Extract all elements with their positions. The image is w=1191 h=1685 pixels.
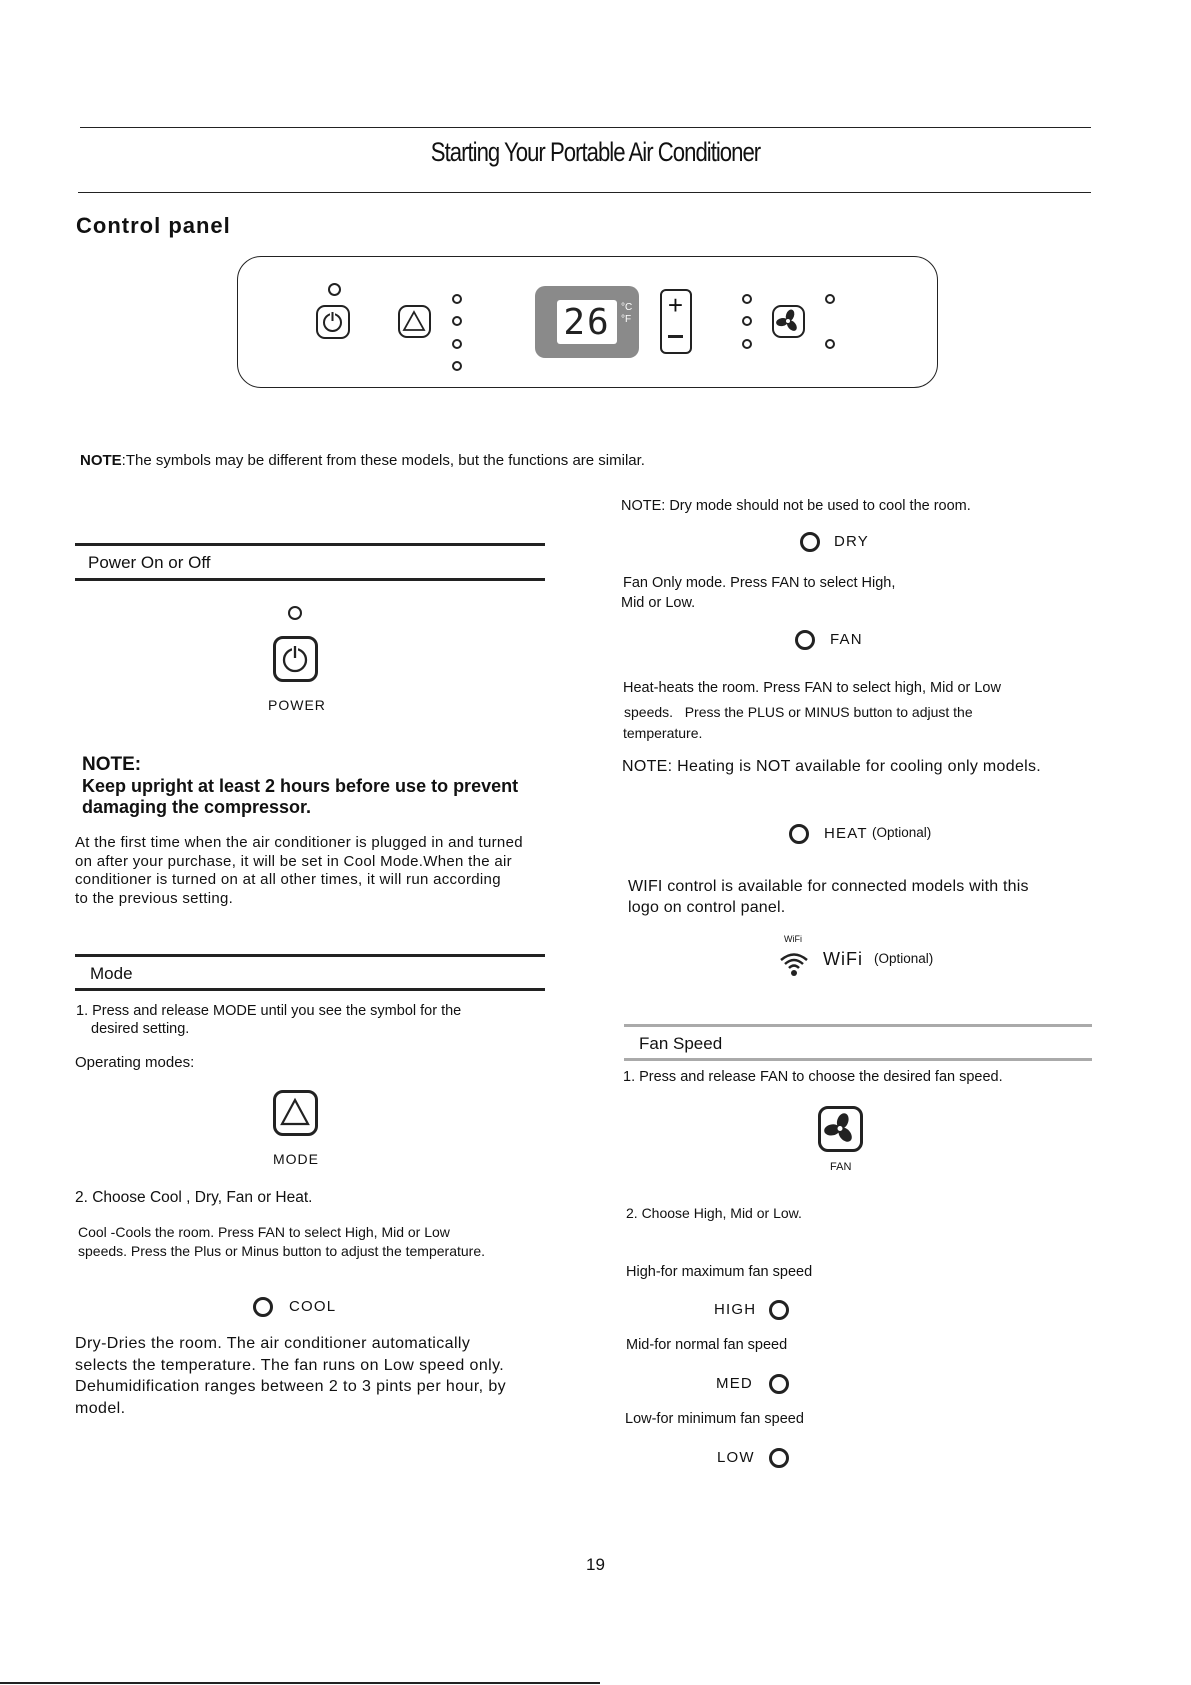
unit-fahrenheit: °F [621,314,632,325]
mode-rule-bottom [75,988,545,991]
note-label: NOTE [80,452,122,469]
mode-triangle-icon [276,1093,314,1132]
status-led-2 [825,339,835,349]
page-number: 19 [586,1555,605,1574]
fan-label: FAN [830,631,863,648]
dry-note: NOTE: Dry mode should not be used to cool the room. [621,498,971,514]
fan-only-line-2: Mid or Low. [621,595,696,611]
mode-led-2 [452,316,462,326]
power-button[interactable] [316,305,350,339]
operating-modes-label: Operating modes: [75,1054,195,1071]
power-icon [318,307,347,336]
temperature-units [621,302,632,326]
fan-led-3 [742,339,752,349]
fan-speed-rule-bottom [624,1058,1092,1061]
mid-desc: Mid-for normal fan speed [626,1337,788,1353]
heat-optional: (Optional) [872,825,932,840]
cool-indicator-icon [253,1297,273,1317]
dry-indicator-icon [800,532,820,552]
dry-label: DRY [834,533,869,550]
power-rule-top [75,543,545,546]
mode-led-1 [452,294,462,304]
mode-section-heading: Mode [90,964,133,983]
low-desc: Low-for minimum fan speed [625,1411,804,1427]
dry-para-line: Dehumidification ranges between 2 to 3 pints per hour, by [75,1378,507,1395]
mode-section-button [273,1090,318,1136]
power-note-line-2: damaging the compressor. [82,797,312,817]
fan-led-2 [742,316,752,326]
fan-speed-step-2: 2. Choose High, Mid or Low. [626,1205,802,1221]
temperature-value: 26 [563,302,611,343]
symbols-note [80,452,645,469]
page-title: Starting Your Portable Air Conditioner [430,137,761,167]
heat-indicator-icon [789,824,809,844]
power-indicator-led [328,283,341,296]
power-para-line: At the first time when the air conditioner is plugged in and turned [75,834,523,851]
wifi-label: WiFi [823,949,863,969]
minus-icon [668,335,683,338]
power-section-heading: Power On or Off [88,553,211,572]
mode-step-2: 2. Choose Cool , Dry, Fan or Heat. [75,1189,313,1206]
fan-led-1 [742,294,752,304]
mode-triangle-icon [400,307,428,335]
dry-paragraph [75,1333,555,1419]
fan-icon [821,1109,859,1148]
plus-icon: + [667,290,684,320]
heat-label: HEAT [824,825,868,842]
power-caption: POWER [268,697,326,713]
fan-indicator-icon [795,630,815,650]
power-paragraph [75,834,565,908]
dry-para-line: model. [75,1399,126,1417]
mode-led-3 [452,339,462,349]
wifi-desc-line-2: logo on control panel. [628,899,786,916]
wifi-icon [779,951,809,977]
power-rule-bottom [75,578,545,581]
mode-step-1-line-1: 1. Press and release MODE until you see the symbol for the [76,1003,462,1019]
power-para-line: on after your purchase, it will be set in Cool Mode.When the air [75,852,512,870]
fan-icon [774,307,802,335]
mode-rule-top [75,954,545,957]
wifi-optional: (Optional) [874,951,934,966]
dry-para-line: selects the temperature. The fan runs on Low speed only. [75,1356,505,1374]
fan-speed-rule-top [624,1024,1092,1027]
med-indicator-icon [769,1374,789,1394]
mode-caption: MODE [273,1151,319,1167]
mode-step-1-line-2: desired setting. [91,1021,190,1037]
fan-speed-step-1: 1. Press and release FAN to choose the desired fan speed. [623,1069,1003,1085]
unit-celsius: °C [621,302,633,313]
high-indicator-icon [769,1300,789,1320]
temperature-display [535,286,639,358]
fan-button[interactable] [772,305,805,338]
low-label: LOW [717,1449,755,1466]
mode-button[interactable] [398,305,431,338]
power-note-line-1: Keep upright at least 2 hours before use to prevent [82,776,519,796]
power-note-title: NOTE: [82,754,142,775]
power-section-button [273,636,318,682]
plus-minus-button[interactable] [660,289,692,354]
heat-desc-line-1: Heat-heats the room. Press FAN to select high, Mid or Low [623,680,1001,696]
high-desc: High-for maximum fan speed [626,1264,813,1280]
power-icon [276,639,314,678]
fan-only-line-1: Fan Only mode. Press FAN to select High, [623,575,896,591]
power-section-led [288,606,302,620]
heat-desc-line-3: temperature. [623,725,703,741]
mode-led-4 [452,361,462,371]
status-led-1 [825,294,835,304]
cool-label: COOL [289,1298,337,1315]
power-para-line: conditioner is turned on at all other times, it will run according [75,871,501,888]
cool-desc-line-1: Cool -Cools the room. Press FAN to select High, Mid or Low [78,1224,450,1240]
high-label: HIGH [714,1301,757,1318]
header-rule-bottom [78,192,1091,193]
control-panel-heading: Control panel [76,213,231,238]
cool-desc-line-2: speeds. Press the Plus or Minus button to adjust the temperature. [78,1243,485,1259]
heat-desc-line-2: speeds. Press the PLUS or MINUS button to adjust the [624,704,973,720]
fan-speed-button [818,1106,863,1152]
low-indicator-icon [769,1448,789,1468]
power-para-line: to the previous setting. [75,889,234,907]
note-text: :The symbols may be different from these models, but the functions are similar. [121,452,645,469]
heat-note: NOTE: Heating is NOT available for cooling only models. [622,758,1042,775]
med-label: MED [716,1375,753,1392]
header-rule-top [80,127,1091,128]
dry-para-line: Dry-Dries the room. The air conditioner automatically [75,1335,471,1352]
fan-speed-caption: FAN [830,1161,852,1173]
wifi-small-label: WiFi [784,934,802,944]
footer-rule [0,1682,600,1684]
wifi-desc-line-1: WIFI control is available for connected models with this [628,878,1029,895]
fan-speed-heading: Fan Speed [639,1034,723,1053]
